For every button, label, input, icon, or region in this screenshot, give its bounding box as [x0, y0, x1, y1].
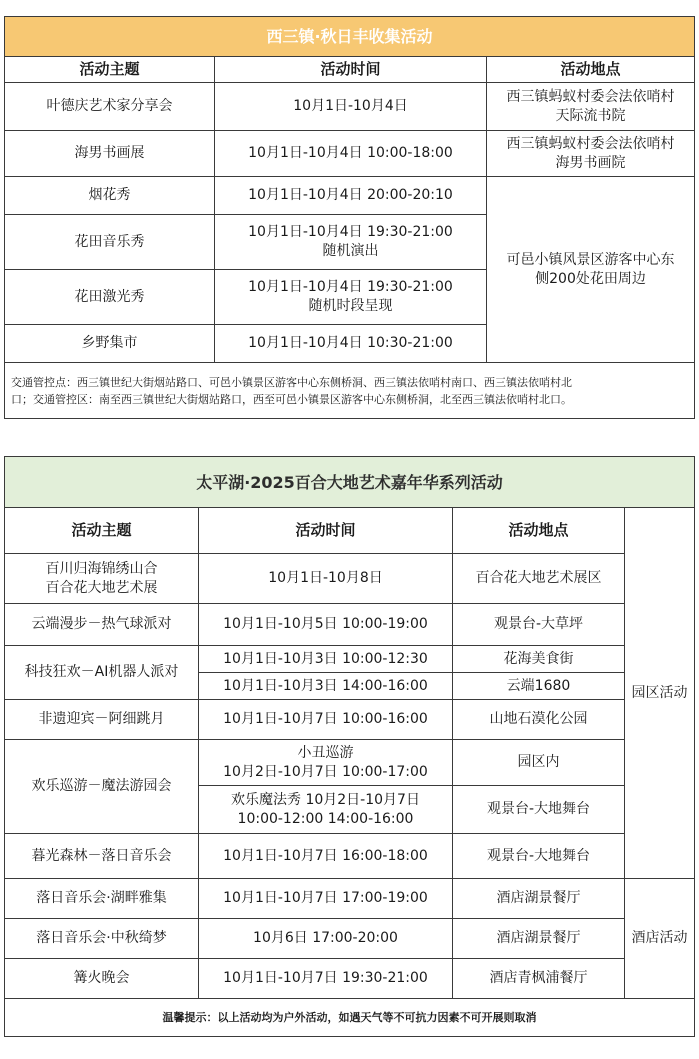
activity-theme: 非遗迎宾－阿细跳月	[5, 700, 199, 740]
activity-time: 10月1日-10月4日 10:30-21:00	[215, 325, 487, 363]
table-row	[5, 879, 695, 919]
activity-time: 10月1日-10月4日 19:30-21:00 随机演出	[215, 215, 487, 270]
traffic-note: 交通管控点：西三镇世纪大街烟站路口、可邑小镇景区游客中心东侧桥洞、西三镇法依哨村南口、西三镇法依哨村北 口；交通管控区：南至西三镇世纪大街烟站路口，西至可邑小镇景区游客中心东侧桥洞，北至西三镇法依哨村北口。	[5, 363, 695, 419]
activity-time: 10月1日-10月3日 14:00-16:00	[199, 673, 453, 700]
autumn-harvest-table	[4, 16, 695, 419]
activity-theme: 叶德庆艺术家分享会	[5, 83, 215, 131]
activity-theme: 科技狂欢－AI机器人派对	[5, 646, 199, 700]
section-title: 太平湖·2025百合大地艺术嘉年华系列活动	[5, 457, 695, 508]
activity-theme: 烟花秀	[5, 177, 215, 215]
table-row	[5, 919, 695, 959]
activity-place: 西三镇蚂蚁村委会法依哨村 海男书画院	[487, 131, 695, 177]
table-row	[5, 604, 695, 646]
activity-place: 观景台-大地舞台	[453, 786, 625, 834]
table-row	[5, 83, 695, 131]
header-theme: 活动主题	[5, 508, 199, 554]
activity-theme: 百川归海锦绣山合 百合花大地艺术展	[5, 554, 199, 604]
activity-theme: 花田音乐秀	[5, 215, 215, 270]
activity-theme: 落日音乐会·湖畔雅集	[5, 879, 199, 919]
table-row	[5, 740, 695, 786]
activity-place: 云端1680	[453, 673, 625, 700]
activity-time: 10月1日-10月5日 10:00-19:00	[199, 604, 453, 646]
header-time: 活动时间	[215, 57, 487, 83]
weather-tip: 温馨提示：以上活动均为户外活动，如遇天气等不可抗力因素不可开展则取消	[5, 999, 695, 1037]
activity-place: 山地石漠化公园	[453, 700, 625, 740]
section-title: 西三镇·秋日丰收集活动	[5, 17, 695, 57]
table-row	[5, 700, 695, 740]
activity-place: 酒店湖景餐厅	[453, 879, 625, 919]
table-row	[5, 131, 695, 177]
group-hotel: 酒店活动	[625, 879, 695, 999]
activity-time: 10月6日 17:00-20:00	[199, 919, 453, 959]
activity-theme: 暮光森林－落日音乐会	[5, 834, 199, 879]
activity-theme: 乡野集市	[5, 325, 215, 363]
activity-time: 10月1日-10月4日 20:00-20:10	[215, 177, 487, 215]
header-place: 活动地点	[453, 508, 625, 554]
activity-place: 园区内	[453, 740, 625, 786]
activity-place: 西三镇蚂蚁村委会法依哨村 天际流书院	[487, 83, 695, 131]
header-theme: 活动主题	[5, 57, 215, 83]
activity-place: 观景台-大地舞台	[453, 834, 625, 879]
activity-theme: 欢乐巡游－魔法游园会	[5, 740, 199, 834]
activity-place: 花海美食街	[453, 646, 625, 673]
header-place: 活动地点	[487, 57, 695, 83]
lily-festival-table	[4, 456, 695, 1037]
activity-time: 10月1日-10月7日 17:00-19:00	[199, 879, 453, 919]
table-row	[5, 834, 695, 879]
header-time: 活动时间	[199, 508, 453, 554]
activity-place: 酒店湖景餐厅	[453, 919, 625, 959]
activity-time: 10月1日-10月7日 16:00-18:00	[199, 834, 453, 879]
table-row	[5, 554, 695, 604]
activity-theme: 花田激光秀	[5, 270, 215, 325]
activity-theme: 云端漫步－热气球派对	[5, 604, 199, 646]
table-row	[5, 177, 695, 215]
activity-time: 欢乐魔法秀 10月2日-10月7日 10:00-12:00 14:00-16:00	[199, 786, 453, 834]
activity-time: 小丑巡游 10月2日-10月7日 10:00-17:00	[199, 740, 453, 786]
activity-place: 酒店青枫浦餐厅	[453, 959, 625, 999]
group-park: 园区活动	[625, 508, 695, 879]
activity-time: 10月1日-10月7日 10:00-16:00	[199, 700, 453, 740]
activity-theme: 篝火晚会	[5, 959, 199, 999]
activity-time: 10月1日-10月4日 19:30-21:00 随机时段呈现	[215, 270, 487, 325]
table-row	[5, 646, 695, 673]
activity-place: 观景台-大草坪	[453, 604, 625, 646]
activity-theme: 落日音乐会·中秋绮梦	[5, 919, 199, 959]
table-row	[5, 959, 695, 999]
activity-place: 百合花大地艺术展区	[453, 554, 625, 604]
activity-time: 10月1日-10月4日 10:00-18:00	[215, 131, 487, 177]
activity-time: 10月1日-10月8日	[199, 554, 453, 604]
activity-theme: 海男书画展	[5, 131, 215, 177]
activity-time: 10月1日-10月7日 19:30-21:00	[199, 959, 453, 999]
activity-time: 10月1日-10月3日 10:00-12:30	[199, 646, 453, 673]
activity-time: 10月1日-10月4日	[215, 83, 487, 131]
activity-place: 可邑小镇风景区游客中心东 侧200处花田周边	[487, 177, 695, 363]
